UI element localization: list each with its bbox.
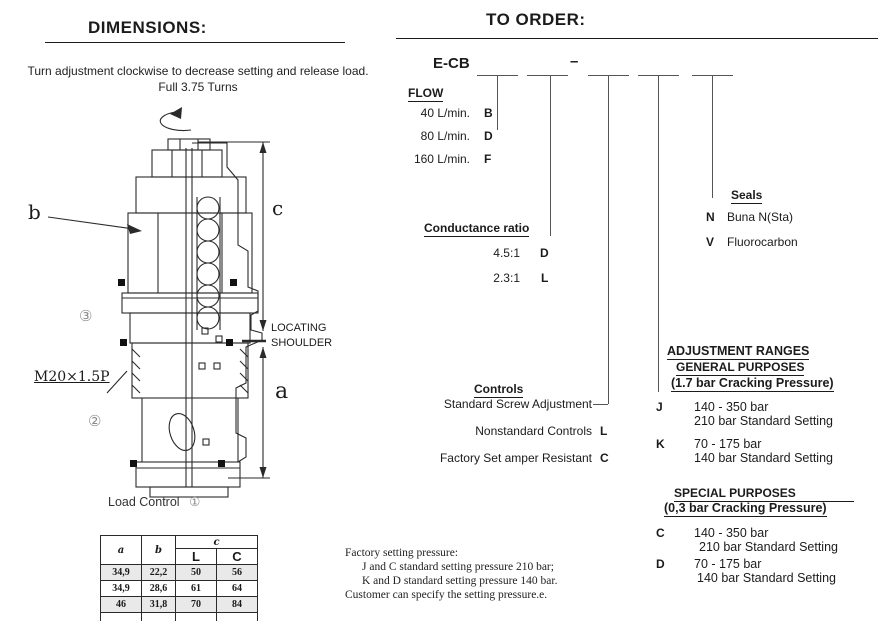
general-purposes-heading: GENERAL PURPOSES	[676, 360, 804, 376]
cell: 56	[217, 565, 258, 581]
adjustment-note-line1: Turn adjustment clockwise to decrease setting and release load.	[12, 64, 384, 78]
dimensions-title: DIMENSIONS:	[88, 18, 207, 38]
locating-shoulder-label-line2: SHOULDER	[271, 337, 332, 349]
controls-heading: Controls	[474, 382, 523, 398]
table-row	[101, 565, 258, 581]
label-b: b	[28, 200, 41, 224]
controls-option-label: Nonstandard Controls	[412, 424, 592, 438]
seals-heading: Seals	[731, 188, 762, 204]
col-header-b: b	[142, 536, 176, 565]
code-blank-conductance	[527, 75, 568, 76]
order-code-prefix: E-CB	[433, 55, 470, 72]
flow-heading: FLOW	[408, 86, 443, 102]
cell: 64	[217, 581, 258, 597]
conductance-option-label: 2.3:1	[450, 271, 520, 285]
seal-option-code: N	[706, 210, 715, 224]
callout-2: ②	[88, 412, 101, 430]
valve-cross-section-drawing	[30, 105, 340, 505]
to-order-rule	[396, 38, 878, 39]
cell: 50	[176, 565, 217, 581]
cell: 34,9	[101, 581, 142, 597]
special-purposes-heading: SPECIAL PURPOSES	[674, 486, 854, 502]
range-option-code: J	[656, 400, 663, 414]
controls-option-code: C	[600, 451, 609, 465]
callout-1: ①	[189, 495, 200, 509]
range-option-code: D	[656, 557, 665, 571]
cell: 31,8	[142, 597, 176, 613]
order-code-dash: –	[570, 53, 578, 70]
range-option-code: C	[656, 526, 665, 540]
factory-note-line3: K and D standard setting pressure 140 bar.	[362, 575, 557, 587]
table-row	[101, 581, 258, 597]
range-option-standard: 210 bar Standard Setting	[694, 414, 833, 428]
range-option-code: K	[656, 437, 665, 451]
connector-controls	[608, 76, 609, 404]
connector-flow	[497, 76, 498, 130]
connector-standard-screw	[593, 404, 608, 405]
conductance-heading: Conductance ratio	[424, 221, 529, 237]
locating-shoulder-label-line1: LOCATING	[271, 322, 326, 334]
flow-option-label: 40 L/min.	[380, 106, 470, 120]
connector-conductance	[550, 76, 551, 236]
factory-note-line1: Factory setting pressure:	[345, 547, 458, 559]
conductance-option-label: 4.5:1	[450, 246, 520, 260]
controls-option-label: Standard Screw Adjustment	[412, 397, 592, 411]
conductance-option-code: D	[540, 246, 549, 260]
controls-option-label: Factory Set amper Resistant	[412, 451, 592, 465]
col-header-c: c	[176, 536, 258, 549]
flow-option-code: B	[484, 106, 493, 120]
col-header-C: C	[217, 549, 258, 565]
cell: 22,2	[142, 565, 176, 581]
seal-option-code: V	[706, 235, 714, 249]
range-option-range: 140 - 350 bar	[694, 526, 768, 540]
range-option-standard: 210 bar Standard Setting	[699, 540, 838, 554]
callout-3: ③	[79, 307, 92, 325]
to-order-title: TO ORDER:	[486, 10, 586, 30]
cell: 84	[217, 597, 258, 613]
flow-option-code: D	[484, 129, 493, 143]
range-option-range: 140 - 350 bar	[694, 400, 768, 414]
dimension-lines	[198, 142, 270, 478]
col-header-a: a	[101, 536, 142, 565]
flow-option-label: 160 L/min.	[380, 152, 470, 166]
special-purposes-sub: (0,3 bar Cracking Pressure)	[664, 501, 827, 517]
flow-option-code: F	[484, 152, 491, 166]
cell: 61	[176, 581, 217, 597]
seal-rings	[118, 279, 237, 467]
cell: 46	[101, 597, 142, 613]
label-c: c	[272, 196, 283, 220]
adjustment-note-line2: Full 3.75 Turns	[12, 80, 384, 94]
cell: 70	[176, 597, 217, 613]
col-header-L: L	[176, 549, 217, 565]
seal-option-label: Buna N(Sta)	[727, 210, 793, 224]
range-option-range: 70 - 175 bar	[694, 437, 761, 451]
connector-adjustment	[658, 76, 659, 392]
flow-option-label: 80 L/min.	[380, 129, 470, 143]
range-option-standard: 140 bar Standard Setting	[694, 451, 833, 465]
dimensions-table	[100, 535, 258, 621]
dimensions-rule	[45, 42, 345, 43]
table-row	[101, 597, 258, 613]
range-option-standard: 140 bar Standard Setting	[697, 571, 836, 585]
label-a: a	[275, 379, 288, 404]
general-purposes-sub: (1.7 bar Cracking Pressure)	[671, 376, 834, 392]
connector-seals	[712, 76, 713, 198]
factory-note-line4: Customer can specify the setting pressure.e.	[345, 589, 547, 601]
adjustment-ranges-heading: ADJUSTMENT RANGES	[667, 344, 809, 360]
drawing-caption-text: Load Control	[108, 495, 180, 509]
thread-spec-label: M20×1.5P	[34, 369, 110, 385]
controls-option-code: L	[600, 424, 607, 438]
drawing-caption	[108, 494, 200, 509]
seal-option-label: Fluorocarbon	[727, 235, 798, 249]
range-option-range: 70 - 175 bar	[694, 557, 761, 571]
conductance-option-code: L	[541, 271, 548, 285]
factory-note-line2: J and C standard setting pressure 210 bar;	[362, 561, 554, 573]
cell: 28,6	[142, 581, 176, 597]
cell: 34,9	[101, 565, 142, 581]
